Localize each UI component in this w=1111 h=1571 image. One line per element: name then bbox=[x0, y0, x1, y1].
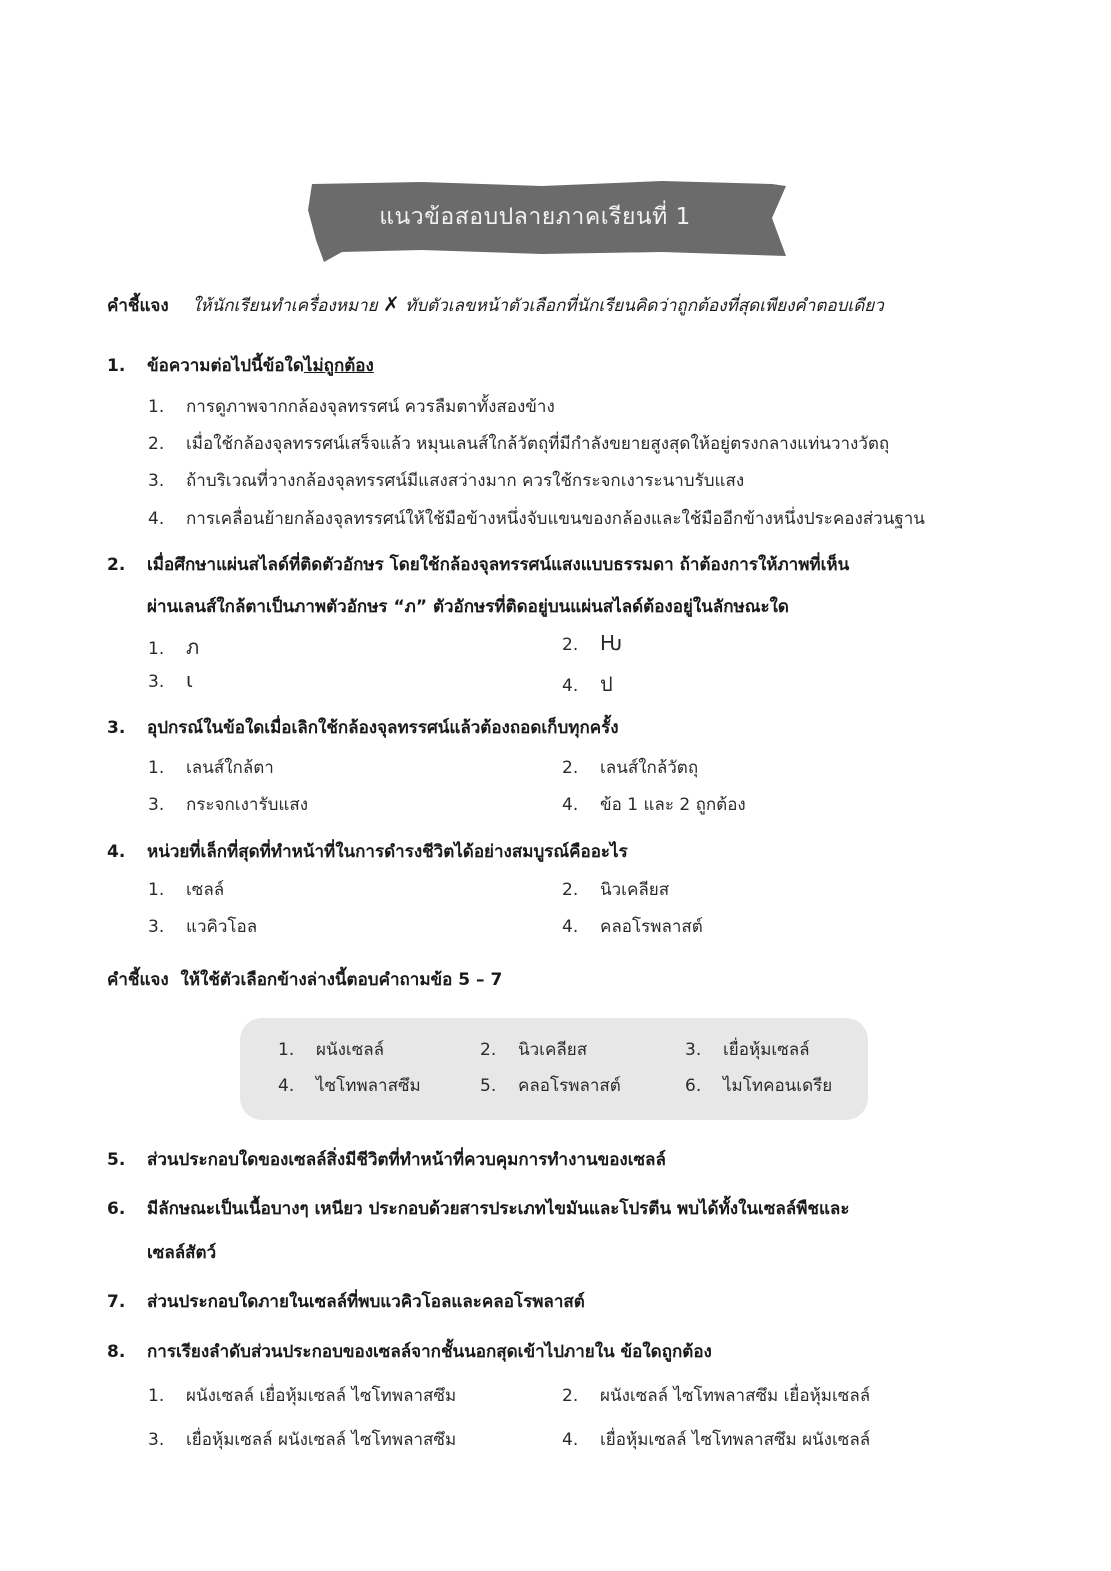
letter-glyph-rotated: ป bbox=[600, 672, 613, 696]
question-2 bbox=[107, 551, 849, 578]
q8-option-3[interactable]: 3. เยื่อหุ้มเซลล์ ผนังเซลล์ ไซโทพลาสซึม bbox=[148, 1430, 457, 1450]
question-number: 6. bbox=[107, 1199, 126, 1219]
choice-6: 6. ไมโทคอนเดรีย bbox=[685, 1076, 833, 1096]
question-8 bbox=[107, 1338, 712, 1365]
q8-option-2[interactable]: 2. ผนังเซลล์ ไซโทพลาสซึม เยื่อหุ้มเซลล์ bbox=[562, 1386, 871, 1406]
instructions-2 bbox=[107, 966, 502, 993]
letter-glyph-flipped: ɩ bbox=[186, 668, 193, 692]
question-number: 2. bbox=[107, 555, 126, 575]
q1-option-3[interactable]: 3. ถ้าบริเวณที่วางกล้องจุลทรรศน์มีแสงสว่างมาก ควรใช้กระจกเงาระนาบรับแสง bbox=[148, 471, 745, 491]
choice-box bbox=[240, 1018, 868, 1120]
q8-option-4[interactable]: 4. เยื่อหุ้มเซลล์ ไซโทพลาสซึม ผนังเซลล์ bbox=[562, 1430, 871, 1450]
question-text: อุปกรณ์ในข้อใดเมื่อเลิกใช้กล้องจุลทรรศน์แล้วต้องถอดเก็บทุกครั้ง bbox=[147, 718, 619, 738]
q3-option-3[interactable]: 3. กระจกเงารับแสง bbox=[148, 795, 309, 815]
q3-option-1[interactable]: 1. เลนส์ใกล้ตา bbox=[148, 758, 274, 778]
choice-3: 3. เยื่อหุ้มเซลล์ bbox=[685, 1040, 810, 1060]
choice-5: 5. คลอโรพลาสต์ bbox=[480, 1076, 621, 1096]
question-7 bbox=[107, 1288, 585, 1315]
question-text: การเรียงลำดับส่วนประกอบของเซลล์จากชั้นนอกสุดเข้าไปภายใน ข้อใดถูกต้อง bbox=[147, 1342, 712, 1362]
title-banner bbox=[302, 170, 788, 264]
q8-option-1[interactable]: 1. ผนังเซลล์ เยื่อหุ้มเซลล์ ไซโทพลาสซึม bbox=[148, 1386, 457, 1406]
instructions-text-after: ทับตัวเลขหน้าตัวเลือกที่นักเรียนคิดว่าถูกต้องที่สุดเพียงคำตอบเดียว bbox=[405, 296, 884, 316]
instructions-2-label: คำชี้แจง bbox=[107, 970, 169, 990]
question-2-cont bbox=[107, 593, 789, 620]
q4-option-2[interactable]: 2. นิวเคลียส bbox=[562, 880, 670, 900]
page-title: แนวข้อสอบปลายภาคเรียนที่ 1 bbox=[379, 204, 691, 230]
choice-2: 2. นิวเคลียส bbox=[480, 1040, 588, 1060]
q3-option-4[interactable]: 4. ข้อ 1 และ 2 ถูกต้อง bbox=[562, 795, 746, 815]
question-3 bbox=[107, 714, 619, 741]
instructions bbox=[107, 292, 884, 319]
instructions-label: คำชี้แจง bbox=[107, 296, 169, 316]
question-text-line-1: มีลักษณะเป็นเนื้อบางๆ เหนียว ประกอบด้วยสารประเภทไขมันและโปรตีน พบได้ทั้งในเซลล์พืชและ bbox=[147, 1199, 850, 1219]
question-text: ส่วนประกอบใดของเซลล์สิ่งมีชีวิตที่ทำหน้าที่ควบคุมการทำงานของเซลล์ bbox=[147, 1150, 666, 1170]
x-mark-icon: ✗ bbox=[382, 292, 400, 316]
question-text-line-2: เซลล์สัตว์ bbox=[147, 1243, 217, 1263]
choice-4: 4. ไซโทพลาสซึม bbox=[278, 1076, 421, 1096]
question-number: 3. bbox=[107, 718, 126, 738]
question-text: หน่วยที่เล็กที่สุดที่ทำหน้าที่ในการดำรงชีวิตได้อย่างสมบูรณ์คืออะไร bbox=[147, 842, 628, 862]
q3-option-2[interactable]: 2. เลนส์ใกล้วัตถุ bbox=[562, 758, 699, 778]
question-1 bbox=[107, 352, 374, 379]
q4-option-1[interactable]: 1. เซลล์ bbox=[148, 880, 225, 900]
question-text: ส่วนประกอบใดภายในเซลล์ที่พบแวคิวโอลและคลอโรพลาสต์ bbox=[147, 1292, 585, 1312]
question-4 bbox=[107, 838, 628, 865]
question-text-line-2: ผ่านเลนส์ใกล้ตาเป็นภาพตัวอักษร “ภ” ตัวอักษรที่ติดอยู่บนแผ่นสไลด์ต้องอยู่ในลักษณะใด bbox=[147, 597, 789, 617]
question-6-cont bbox=[107, 1239, 216, 1266]
choice-1: 1. ผนังเซลล์ bbox=[278, 1040, 385, 1060]
instructions-text-before: ให้นักเรียนทำเครื่องหมาย bbox=[192, 296, 378, 316]
q2-option-1[interactable]: 1. ภ bbox=[148, 635, 200, 659]
question-number: 5. bbox=[107, 1150, 126, 1170]
question-text: ข้อความต่อไปนี้ข้อใด bbox=[147, 356, 304, 376]
question-number: 7. bbox=[107, 1292, 126, 1312]
question-6 bbox=[107, 1195, 849, 1222]
question-text-line-1: เมื่อศึกษาแผ่นสไลด์ที่ติดตัวอักษร โดยใช้กล้องจุลทรรศน์แสงแบบธรรมดา ถ้าต้องการให้ภาพที่เห็น bbox=[147, 555, 850, 575]
question-number: 4. bbox=[107, 842, 126, 862]
q1-option-2[interactable]: 2. เมื่อใช้กล้องจุลทรรศน์เสร็จแล้ว หมุนเลนส์ใกล้วัตถุที่มีกำลังขยายสูงสุดให้อยู่ตรงกลางแท่นวางวัตถุ bbox=[148, 434, 890, 454]
q1-option-1[interactable]: 1. การดูภาพจากกล้องจุลทรรศน์ ควรลืมตาทั้งสองข้าง bbox=[148, 397, 555, 417]
q2-option-2[interactable]: 2. Ƕ bbox=[562, 631, 623, 655]
q4-option-4[interactable]: 4. คลอโรพลาสต์ bbox=[562, 917, 703, 937]
q2-option-4[interactable]: 4. ป bbox=[562, 672, 613, 696]
letter-glyph-mirrored: Ƕ bbox=[600, 631, 623, 655]
question-text-underlined: ไม่ถูกต้อง bbox=[303, 356, 374, 376]
q4-option-3[interactable]: 3. แวคิวโอล bbox=[148, 917, 258, 937]
letter-glyph-upright: ภ bbox=[186, 635, 200, 659]
instructions-2-text: ให้ใช้ตัวเลือกข้างล่างนี้ตอบคำถามข้อ 5 – 7 bbox=[180, 970, 503, 990]
question-number: 1. bbox=[107, 356, 126, 376]
question-number: 8. bbox=[107, 1342, 126, 1362]
q2-option-3[interactable]: 3. ɩ bbox=[148, 668, 193, 692]
q1-option-4[interactable]: 4. การเคลื่อนย้ายกล้องจุลทรรศน์ให้ใช้มือข้างหนึ่งจับแขนของกล้องและใช้มืออีกข้างหนึ่งประคองส่วนฐาน bbox=[148, 509, 925, 529]
question-5 bbox=[107, 1146, 666, 1173]
